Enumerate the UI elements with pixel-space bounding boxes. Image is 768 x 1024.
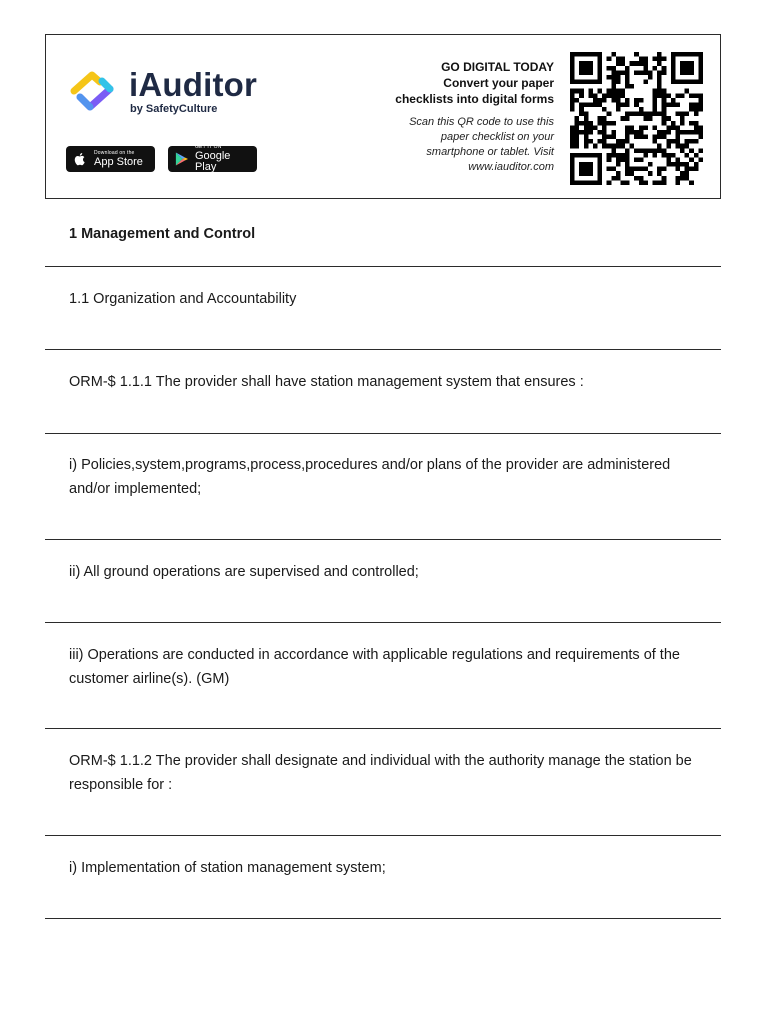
- list-item: [45, 623, 721, 729]
- promo-heading-3: checklists into digital forms: [395, 92, 554, 106]
- subsection-heading: 1.1 Organization and Accountability: [69, 291, 297, 307]
- list-item: [45, 729, 721, 836]
- brand-name: iAuditor: [129, 66, 258, 103]
- iauditor-banner: [45, 34, 721, 199]
- iauditor-logo-icon: [66, 67, 118, 119]
- google-play-small-label: GET IT ON: [194, 144, 222, 150]
- list-item: [45, 836, 721, 919]
- checklist-item-text: ORM-$ 1.1.2 The provider shall designate and individual with the authority manage the station be responsible for :: [69, 753, 692, 793]
- google-play-badge[interactable]: [168, 146, 257, 172]
- list-item: [45, 350, 721, 434]
- app-store-badge[interactable]: [66, 146, 155, 172]
- app-store-label: App Store: [94, 155, 143, 168]
- checklist-item-text: i) Implementation of station management system;: [69, 860, 386, 876]
- promo-desc-line-1: Scan this QR code to use this: [409, 116, 554, 128]
- section-heading: 1 Management and Control: [69, 226, 256, 242]
- promo-heading-1: GO DIGITAL TODAY: [441, 60, 554, 74]
- apple-icon: [72, 151, 88, 167]
- list-item: [45, 200, 721, 267]
- app-store-small-label: Download on the: [94, 149, 135, 156]
- checklist-item-text: ii) All ground operations are supervised and controlled;: [69, 564, 419, 580]
- promo-heading-2: Convert your paper: [443, 76, 554, 90]
- checklist-item-text: i) Policies,system,programs,process,procedures and/or plans of the provider are administered and/or implemented;: [69, 457, 671, 497]
- promo-desc-line-2: paper checklist on your: [440, 131, 554, 143]
- google-play-label: Google Play: [194, 150, 231, 173]
- google-play-icon: [174, 151, 189, 167]
- promo-block: [354, 59, 554, 175]
- promo-desc-line-4: www.iauditor.com: [468, 161, 554, 173]
- promo-desc-line-3: smartphone or tablet. Visit: [426, 146, 554, 158]
- promo-description: [354, 115, 554, 175]
- list-item: [45, 267, 721, 350]
- checklist-item-text: ORM-$ 1.1.1 The provider shall have station management system that ensures :: [69, 374, 584, 390]
- list-item: [45, 434, 721, 540]
- checklist-item-text: iii) Operations are conducted in accordance with applicable regulations and requirements of the customer airline(s). (GM): [69, 647, 680, 687]
- qr-code-icon[interactable]: [570, 52, 703, 185]
- list-item: [45, 540, 721, 623]
- brand-subtitle: by SafetyCulture: [130, 103, 218, 115]
